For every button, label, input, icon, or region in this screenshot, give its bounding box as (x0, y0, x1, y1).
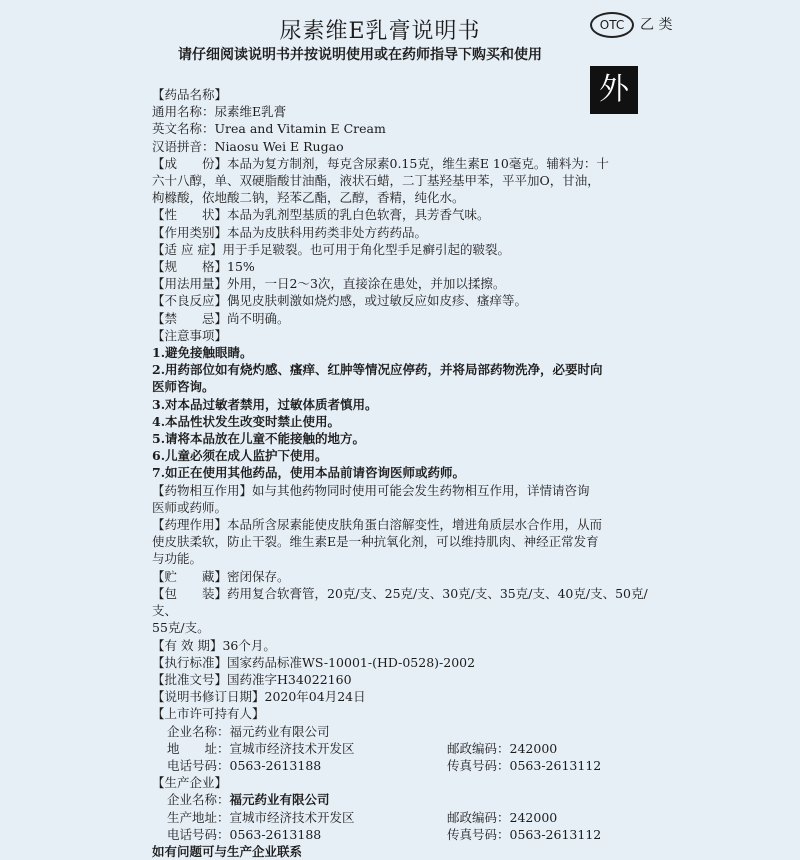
holder-address-row (152, 740, 672, 757)
manufacturer-phone-label: 电话号码： (167, 826, 230, 842)
manufacturer-postcode: 242000 (509, 809, 558, 825)
holder-fax: 0563-2613112 (509, 757, 602, 773)
ingredients-line: 六十八醇，单、双硬脂酸甘油酯，液状石蜡，二丁基羟基甲苯，平平加O，甘油， (152, 173, 600, 189)
holder-company-label: 企业名称： (167, 723, 230, 739)
section-precautions: 【注意事项】 (152, 327, 228, 343)
storage-line: 【贮 藏】密闭保存。 (152, 568, 290, 584)
interactions-line: 【药物相互作用】如与其他药物同时使用可能会发生药物相互作用，详情请咨询 (152, 482, 590, 498)
pinyin-name: 汉语拼音：Niaosu Wei E Rugao (152, 138, 344, 154)
section-manufacturer: 【生产企业】 (152, 775, 228, 791)
category-line: 【作用类别】本品为皮肤科用药类非处方药药品。 (152, 224, 428, 240)
manufacturer-fax: 0563-2613112 (509, 826, 602, 842)
manufacturer-phone: 0563-2613188 (229, 826, 322, 842)
holder-phone-label: 电话号码： (167, 757, 230, 773)
precaution-item: 2.用药部位如有烧灼感、瘙痒、红肿等情况应停药，并将局部药物洗净，必要时向 (152, 362, 603, 378)
holder-fax-label: 传真号码： (447, 757, 510, 773)
precaution-item: 5.请将本品放在儿童不能接触的地方。 (152, 431, 366, 447)
precaution-item: 4.本品性状发生改变时禁止使用。 (152, 413, 341, 429)
spec-line: 【规 格】15% (152, 259, 255, 275)
holder-phone-row (152, 757, 672, 774)
pharmacology-line: 使皮肤柔软，防止干裂。维生素E是一种抗氧化剂，可以维持肌肉、神经正常发育 (152, 534, 599, 550)
manufacturer-company: 福元药业有限公司 (229, 792, 330, 808)
category-label: 乙 类 (640, 17, 673, 33)
external-use-badge: 外 (590, 66, 638, 114)
precaution-item: 3.对本品过敏者禁用，过敏体质者慎用。 (152, 396, 378, 412)
contact-note: 如有问题可与生产企业联系 (152, 843, 303, 859)
precaution-item: 医师咨询。 (152, 379, 215, 395)
pharmacology-line: 与功能。 (152, 551, 203, 567)
precaution-item: 7.如正在使用其他药品，使用本品前请咨询医师或药师。 (152, 465, 466, 481)
holder-address-label: 地 址： (167, 740, 230, 756)
english-name: 英文名称：Urea and Vitamin E Cream (152, 121, 386, 137)
holder-address: 宣城市经济技术开发区 (229, 740, 355, 756)
revision-date-line: 【说明书修订日期】2020年04月24日 (152, 689, 366, 705)
generic-name: 通用名称：尿素维E乳膏 (152, 104, 287, 120)
holder-postcode-label: 邮政编码： (447, 740, 510, 756)
manufacturer-company-row (152, 791, 672, 808)
manufacturer-postcode-label: 邮政编码： (447, 809, 510, 825)
manufacturer-company-label: 企业名称： (167, 792, 230, 808)
holder-company-row (152, 723, 672, 740)
precaution-item: 1.避免接触眼睛。 (152, 345, 253, 361)
section-marketing-holder: 【上市许可持有人】 (152, 706, 265, 722)
holder-phone: 0563-2613188 (229, 757, 322, 773)
shelf-life-line: 【有 效 期】36个月。 (152, 637, 276, 653)
section-drug-name: 【药品名称】 (152, 87, 228, 102)
pharmacology-line: 【药理作用】本品所含尿素能使皮肤角蛋白溶解变性，增进角质层水合作用，从而 (152, 517, 603, 533)
holder-postcode: 242000 (509, 740, 558, 756)
contraindications-line: 【禁 忌】尚不明确。 (152, 310, 290, 326)
ingredients-line: 【成 份】本品为复方制剂，每克含尿素0.15克，维生素E 10毫克。辅料为：十 (152, 155, 609, 171)
approval-line: 【批准文号】国药准字H34022160 (152, 671, 352, 687)
package-line: 【包 装】药用复合软膏管，20克/支、25克/支、30克/支、35克/支、40克/支、50克/支、 (152, 585, 648, 619)
indication-line: 【适 应 症】用于手足皲裂。也可用于角化型手足癣引起的皲裂。 (152, 241, 510, 257)
precaution-item: 6.儿童必须在成人监护下使用。 (152, 448, 328, 464)
interactions-line: 医师或药师。 (152, 499, 228, 515)
document-title: 尿素维E乳膏说明书 (279, 19, 481, 44)
otc-badge: OTC (590, 12, 634, 38)
package-line: 55克/支。 (152, 620, 210, 636)
holder-company: 福元药业有限公司 (229, 723, 330, 739)
standard-line: 【执行标准】国家药品标准WS-10001-(HD-0528)-2002 (152, 654, 476, 670)
manufacturer-phone-row (152, 826, 672, 843)
ingredients-line: 枸橼酸，依地酸二钠，羟苯乙酯，乙醇，香精，纯化水。 (152, 190, 465, 206)
manufacturer-address: 宣城市经济技术开发区 (229, 809, 355, 825)
manufacturer-address-row (152, 809, 672, 826)
manufacturer-fax-label: 传真号码： (447, 826, 510, 842)
dosage-line: 【用法用量】外用，一日2～3次，直接涂在患处，并加以揉擦。 (152, 276, 506, 292)
appearance-line: 【性 状】本品为乳剂型基质的乳白色软膏，具芳香气味。 (152, 207, 490, 223)
manufacturer-address-label: 生产地址： (167, 809, 230, 825)
leaflet-body (152, 86, 672, 860)
adverse-reactions-line: 【不良反应】偶见皮肤刺激如烧灼感，或过敏反应如皮疹、瘙痒等。 (152, 293, 528, 309)
usage-notice: 请仔细阅读说明书并按说明使用或在药师指导下购买和使用 (178, 47, 542, 63)
